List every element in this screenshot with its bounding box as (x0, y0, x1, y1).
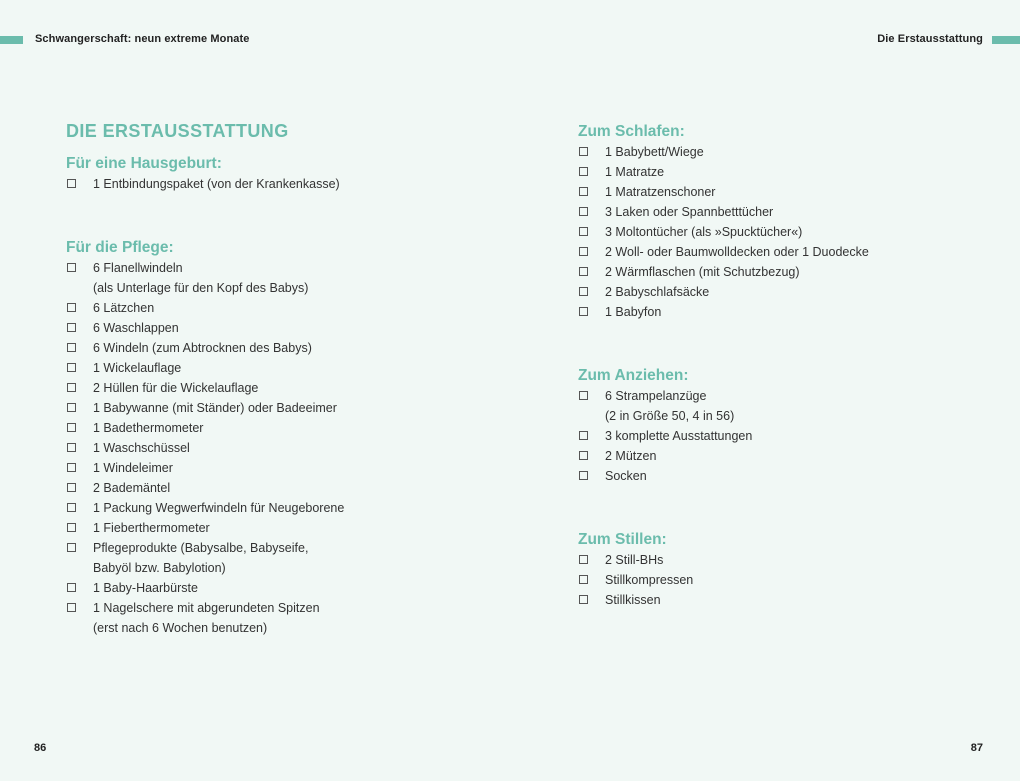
item-label: 1 Waschschüssel (93, 441, 190, 455)
checkbox-icon[interactable] (579, 227, 588, 236)
item-label: 6 Lätzchen (93, 301, 155, 315)
left-sections (66, 150, 486, 638)
checklist (66, 258, 486, 638)
checkbox-icon[interactable] (67, 523, 76, 532)
checklist-item (578, 162, 978, 182)
checklist-item (66, 298, 486, 318)
checklist-item (578, 550, 978, 570)
checklist-item (66, 378, 486, 398)
item-label: Stillkompressen (605, 573, 694, 587)
checklist-item (578, 590, 978, 610)
section-zum-stillen (578, 526, 978, 610)
checklist-item (578, 466, 978, 486)
checklist-item (66, 338, 486, 358)
checklist-item (578, 302, 978, 322)
item-label: Socken (605, 469, 647, 483)
section-heading: Zum Stillen: (578, 531, 667, 548)
checkbox-icon[interactable] (579, 575, 588, 584)
checklist-item (66, 458, 486, 478)
section-heading: Für eine Hausgeburt: (66, 155, 222, 172)
item-label: Stillkissen (605, 593, 661, 607)
item-label: Pflegeprodukte (Babysalbe, Babyseife, (93, 541, 309, 555)
checklist-item (578, 282, 978, 302)
checkbox-icon[interactable] (67, 363, 76, 372)
checklist-item (66, 518, 486, 538)
item-label-continuation: (als Unterlage für den Kopf des Babys) (93, 281, 309, 295)
item-label-continuation: Babyöl bzw. Babylotion) (93, 561, 226, 575)
checklist-item (66, 538, 486, 578)
section-fuer-die-pflege (66, 234, 486, 638)
checkbox-icon[interactable] (579, 207, 588, 216)
checklist-item (66, 598, 486, 638)
section-heading: Für die Pflege: (66, 239, 174, 256)
item-label: 2 Mützen (605, 449, 657, 463)
item-label: 1 Windeleimer (93, 461, 173, 475)
checkbox-icon[interactable] (67, 463, 76, 472)
item-label: 2 Wärmflaschen (mit Schutzbezug) (605, 265, 800, 279)
checklist-item (66, 358, 486, 378)
checkbox-icon[interactable] (67, 323, 76, 332)
checkbox-icon[interactable] (67, 303, 76, 312)
checkbox-icon[interactable] (579, 595, 588, 604)
item-label: 1 Wickelauflage (93, 361, 182, 375)
left-page-content (66, 118, 486, 638)
checklist-item (66, 398, 486, 418)
checkbox-icon[interactable] (579, 287, 588, 296)
item-label: 2 Woll- oder Baumwolldecken oder 1 Duodecke (605, 245, 869, 259)
running-header-right: Die Erstausstattung (877, 33, 983, 45)
checklist-item (578, 262, 978, 282)
item-label: 6 Waschlappen (93, 321, 179, 335)
checkbox-icon[interactable] (579, 431, 588, 440)
item-label: 3 Moltontücher (als »Spucktücher«) (605, 225, 803, 239)
checklist (578, 550, 978, 610)
checkbox-icon[interactable] (67, 383, 76, 392)
header-rule-right (992, 36, 1020, 44)
checkbox-icon[interactable] (67, 603, 76, 612)
item-label: 2 Bademäntel (93, 481, 171, 495)
checkbox-icon[interactable] (579, 167, 588, 176)
right-page-content (578, 118, 978, 610)
item-label: 1 Baby-Haarbürste (93, 581, 198, 595)
checklist-item (578, 386, 978, 426)
item-label: 1 Badethermometer (93, 421, 204, 435)
item-label: 1 Fieberthermometer (93, 521, 210, 535)
item-label: 1 Nagelschere mit abgerundeten Spitzen (93, 601, 320, 615)
item-label: 1 Entbindungspaket (von der Krankenkasse) (93, 177, 340, 191)
item-label: 6 Flanellwindeln (93, 261, 183, 275)
section-heading: Zum Anziehen: (578, 367, 689, 384)
item-label: 3 Laken oder Spannbetttücher (605, 205, 774, 219)
checkbox-icon[interactable] (67, 263, 76, 272)
item-label: 2 Still-BHs (605, 553, 664, 567)
item-label: 1 Babyfon (605, 305, 662, 319)
checklist-item (66, 478, 486, 498)
checklist-item (66, 418, 486, 438)
right-sections (578, 118, 978, 610)
checklist-item (578, 182, 978, 202)
item-label: 1 Matratze (605, 165, 665, 179)
checkbox-icon[interactable] (67, 483, 76, 492)
checklist-item (578, 222, 978, 242)
checkbox-icon[interactable] (579, 555, 588, 564)
item-label-continuation: (2 in Größe 50, 4 in 56) (605, 409, 735, 423)
checkbox-icon[interactable] (67, 443, 76, 452)
item-label: 1 Babywanne (mit Ständer) oder Badeeimer (93, 401, 337, 415)
checkbox-icon[interactable] (67, 403, 76, 412)
section-zum-schlafen (578, 118, 978, 322)
header-rule-left (0, 36, 23, 44)
checklist (578, 386, 978, 486)
checklist-item (66, 438, 486, 458)
checkbox-icon[interactable] (579, 147, 588, 156)
checkbox-icon[interactable] (67, 343, 76, 352)
checklist-item (578, 242, 978, 262)
checkbox-icon[interactable] (579, 307, 588, 316)
section-zum-anziehen (578, 362, 978, 486)
checklist-item (578, 446, 978, 466)
section-heading: Zum Schlafen: (578, 123, 685, 140)
checkbox-icon[interactable] (579, 187, 588, 196)
checklist-item (66, 258, 486, 298)
checklist-item (578, 426, 978, 446)
item-label: 2 Hüllen für die Wickelauflage (93, 381, 259, 395)
checklist-item (66, 578, 486, 598)
item-label: 1 Packung Wegwerfwindeln für Neugeborene (93, 501, 345, 515)
checkbox-icon[interactable] (579, 391, 588, 400)
item-label: 2 Babyschlafsäcke (605, 285, 710, 299)
checkbox-icon[interactable] (579, 471, 588, 480)
checklist-item (66, 318, 486, 338)
checkbox-icon[interactable] (67, 503, 76, 512)
running-header-left: Schwangerschaft: neun extreme Monate (35, 33, 250, 45)
page-title: DIE ERSTAUSSTATTUNG (66, 121, 289, 141)
checkbox-icon[interactable] (67, 543, 76, 552)
checklist (66, 174, 486, 194)
checkbox-icon[interactable] (579, 451, 588, 460)
item-label: 1 Matratzenschoner (605, 185, 716, 199)
checklist-item (578, 570, 978, 590)
page-number-left: 86 (34, 742, 47, 754)
checklist-item (66, 174, 486, 194)
item-label: 6 Strampelanzüge (605, 389, 707, 403)
checklist-item (578, 202, 978, 222)
checkbox-icon[interactable] (67, 583, 76, 592)
section-fuer-eine-hausgeburt (66, 150, 486, 194)
item-label-continuation: (erst nach 6 Wochen benutzen) (93, 621, 268, 635)
item-label: 3 komplette Ausstattungen (605, 429, 753, 443)
checklist-item (578, 142, 978, 162)
item-label: 1 Babybett/Wiege (605, 145, 704, 159)
page-number-right: 87 (970, 742, 983, 754)
checkbox-icon[interactable] (579, 267, 588, 276)
item-label: 6 Windeln (zum Abtrocknen des Babys) (93, 341, 312, 355)
checklist (578, 142, 978, 322)
checkbox-icon[interactable] (579, 247, 588, 256)
checkbox-icon[interactable] (67, 423, 76, 432)
checkbox-icon[interactable] (67, 179, 76, 188)
checklist-item (66, 498, 486, 518)
